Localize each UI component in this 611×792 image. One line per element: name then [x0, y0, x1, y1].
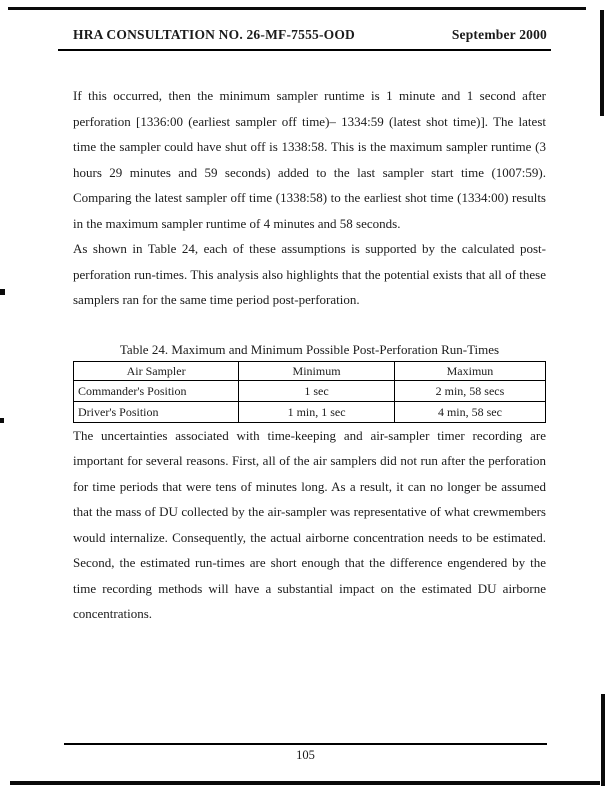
cell-commander-maximum: 2 min, 58 secs	[394, 380, 545, 401]
scan-artifact-left-tick-2	[0, 418, 4, 423]
scan-artifact-top-edge	[8, 7, 586, 10]
page-footer	[64, 743, 547, 763]
col-header-air-sampler: Air Sampler	[74, 361, 239, 380]
paragraph-2: As shown in Table 24, each of these assumptions is supported by the calculated post-perforation run-times. This analysis also highlights that the potential exists that all of these samplers ran for the same time period post-perforation.	[73, 241, 546, 307]
footer-page-number: 105	[296, 748, 315, 762]
runtime-table	[73, 361, 546, 423]
cell-driver-position: Driver's Position	[74, 401, 239, 422]
paragraph-1: If this occurred, then the minimum sampler runtime is 1 minute and 1 second after perforation [1336:00 (earliest sampler off time)– 1334:59 (latest shot time)]. The latest time the sampler could have shut off is 1338:58. This is the maximum sampler runtime (3 hours 29 minutes and 59 seconds) added to the last sampler start time (1007:59). Comparing the latest sampler off time (1338:58) to the earliest shot time (1334:00) results in the maximum sampler runtime of 4 minutes and 58 seconds.	[73, 88, 546, 231]
scan-artifact-left-tick-1	[0, 289, 5, 295]
document-body	[73, 83, 546, 627]
cell-driver-minimum: 1 min, 1 sec	[239, 401, 395, 422]
col-header-maximum: Maximun	[394, 361, 545, 380]
page-header	[73, 27, 547, 43]
paragraph-3: The uncertainties associated with time-keeping and air-sampler timer recording are important for several reasons. First, all of the air samplers did not run after the perforation for time periods that were tens of minutes long. As a result, it can no longer be assumed that the mass of DU collected by the air-sampler was representative of what crewmembers would internalize. Consequently, the actual airborne concentration needs to be estimated. Second, the estimated run-times are short enough that the difference engendered by the time recording methods will have a substantial impact on the estimated DU airborne concentrations.	[73, 427, 546, 621]
table-caption: Table 24. Maximum and Minimum Possible Post-Perforation Run-Times	[119, 341, 500, 357]
header-title: HRA CONSULTATION NO. 26-MF-7555-OOD	[73, 27, 356, 42]
table-row	[74, 401, 546, 422]
cell-driver-maximum: 4 min, 58 sec	[394, 401, 545, 422]
cell-commander-minimum: 1 sec	[239, 380, 395, 401]
table-header-row	[74, 361, 546, 380]
table-row	[74, 380, 546, 401]
header-rule	[58, 49, 551, 51]
col-header-minimum: Minimum	[239, 361, 395, 380]
header-date: September 2000	[451, 27, 547, 42]
scan-artifact-right-top	[600, 10, 604, 116]
scan-artifact-bottom-edge	[10, 781, 600, 785]
scan-artifact-right-bottom	[601, 694, 605, 786]
cell-commander-position: Commander's Position	[74, 380, 239, 401]
table-block	[73, 342, 546, 423]
